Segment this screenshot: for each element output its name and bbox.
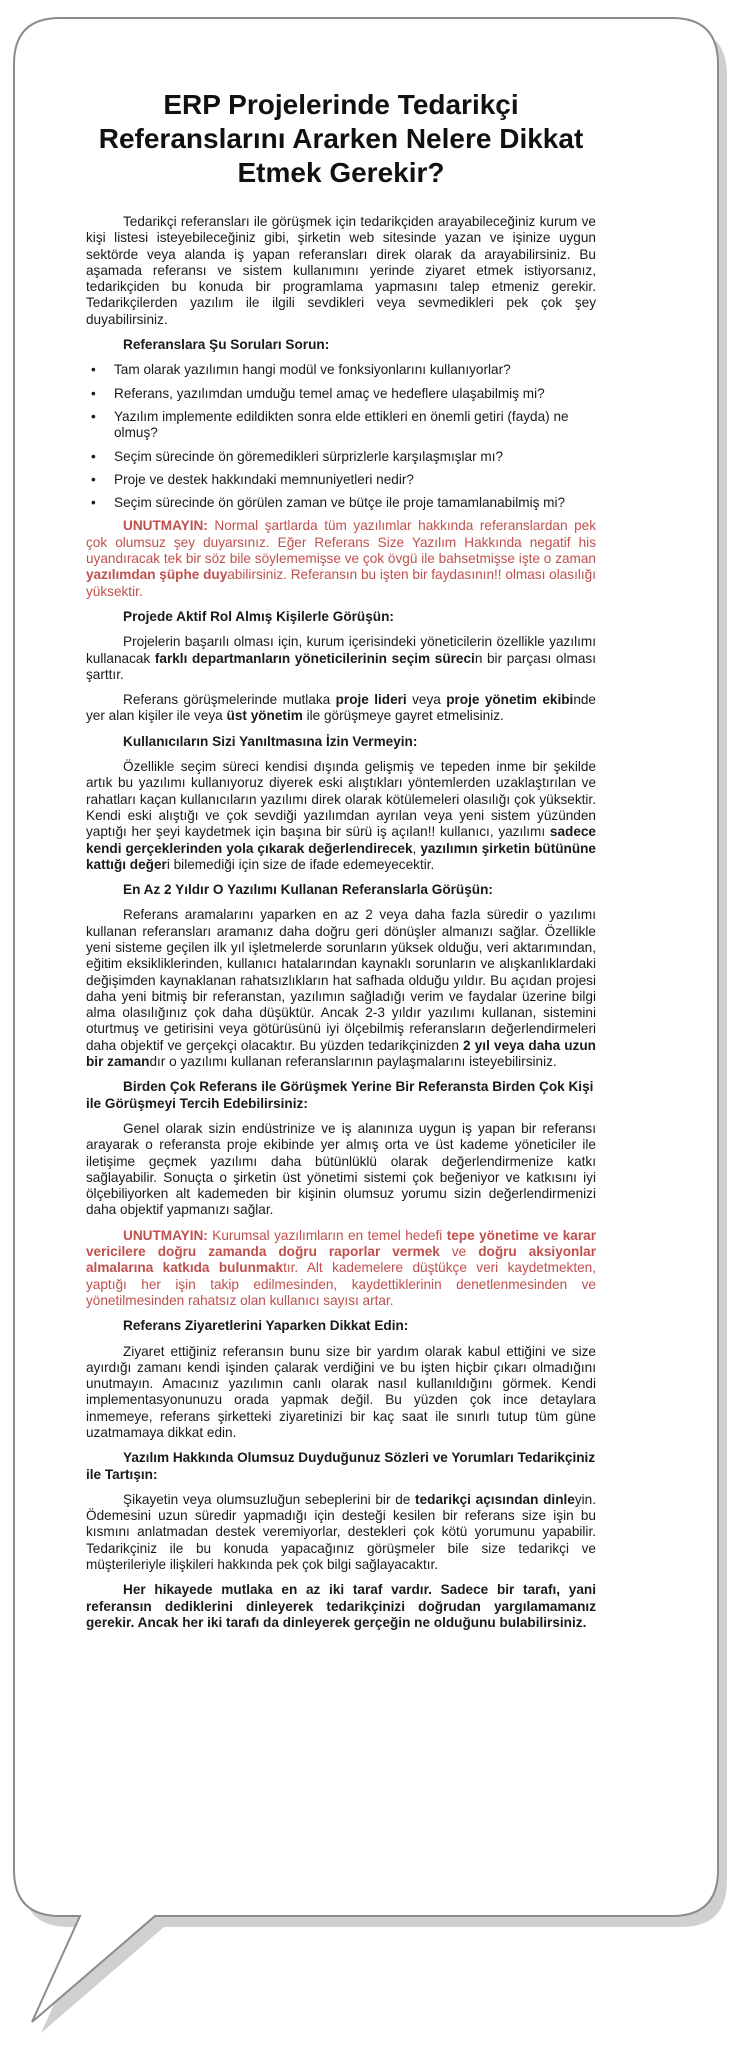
bullet-icon: • [91,448,96,464]
section-paragraph: Şikayetin veya olumsuzluğun sebeplerini bir de tedarikçi açısından dinleyin. Ödemesini uzun süredir yapmadığı için desteği kesilen bir referans size işin bu kısmını anlatmadan destek veremiyorlar, destekleri çok kötü yorumunu yapabilir. Tedarikçiniz ile bu konuda yapacağınız görüşmeler bile size tedarikçi ve müşterileriyle ilişkileri hakkında pek çok bilgi sağlayacaktır. [86,1491,596,1573]
page-title: ERP Projelerinde Tedarikçi Referanslarını Ararken Nelere Dikkat Etmek Gerekir? [98,89,584,188]
list-item: • Seçim sürecinde ön görülen zaman ve bütçe ile proje tamamlanabilmiş mi? [91,495,566,511]
article [86,88,596,1640]
section-heading: Yazılım Hakkında Olumsuz Duyduğunuz Sözleri ve Yorumları Tedarikçiniz ile Tartışın: [86,1450,596,1482]
section-paragraph: Referans görüşmelerinde mutlaka proje lideri veya proje yönetim ekibinde yer alan kişiler ile veya üst yönetim ile görüşmeye gayret etmelisiniz. [86,692,596,724]
closing-paragraph: Her hikayede mutlaka en az iki taraf vardır. Sadece bir tarafı, yani referansın dediklerini dinleyerek tedarikçinizi doğrudan yargılamamanız gerekir. Ancak her iki tarafı da dinleyerek gerçeğin ne olduğunu bulabilirsiniz. [86,1582,596,1630]
section-paragraph: Ziyaret ettiğiniz referansın bunu size bir yardım olarak kabul ettiğini ve size ayırdığı zamanı kendi işinden çalarak verdiğini ve bu işten hiçbir çıkarı olmadığını unutmayın. Amacınız yazılımın canlı olarak nasıl kullanıldığını görmek. Kendi implementasyonunuzu orada yapmak değil. Bu yüzden çok ince detaylara inmemeye, referans şirketteki ziyaretinizi bir kaç saat ile sınırlı tutup tüm güne uzatmamaya dikkat edin. [86,1343,596,1440]
warning-note-2: UNUTMAYIN: Kurumsal yazılımların en temel hedefi tepe yönetime ve karar vericilere doğru zamanda doğru raporlar vermek ve doğru aksiyonlar almalarına katkıda bulunmaktır. Alt kademelere düştükçe veri kaydetmekten, yaptığı her işin takip edilmesinden, kaydettiklerinin denetlenmesinden ve yönetilmesinden rahatsız olan kullanıcı sayısı artar. [86,1227,596,1308]
warning-note-1: UNUTMAYIN: Normal şartlarda tüm yazılımlar hakkında referanslardan pek çok olumsuz şey duyarsınız. Eğer Referans Size Yazılım Hakkında negatif his uyandıracak tek bir söz bile söylememişse ve çok övgü ile bahsetmişse işte o zaman yazılımdan şüphe duyabilirsiniz. Referansın bu işten bir faydasının!! olması olasılığı yüksektir. [86,518,596,599]
section-paragraph: Genel olarak sizin endüstrinize ve iş alanınıza uygun iş yapan bir referansı arayarak o referansta proje ekibinde yer almış orta ve üst kademe yöneticiler ile iletişime geçmek yazılımı daha bütünlüklü olarak değerlendirmenize katkı sağlayabilir. Sonuçta o şirketin üst yönetimi sistemi çok beğeniyor ve katkısını iyi ölçebiliyorken alt kademeden bir kişinin olumsuz yorumu sizin değerlendirmenizi daha objektif yapmanızı sağlar. [86,1120,596,1218]
list-item: • Tam olarak yazılımın hangi modül ve fonksiyonlarını kullanıyorlar? [91,362,511,378]
section-paragraph: Özellikle seçim süreci kendisi dışında gelişmiş ve tepeden inme bir şekilde artık bu yazılımı kullanıyoruz diyerek eski alıştıkları yöntemlerden uzaklaştırılan ve rahatları kaçan kullanıcıların yazılımı direk olarak kötülemeleri olasılığı çok yüksektir. Kendi eski alıştığı ve çok sevdiği yazılımdan ayrılan veya yeni sistem yüzünden yaptığı her şeyi kaydetmek için başına bir sürü iş açılan!! kullanıcı, yazılımı sadece kendi gerçeklerinden yola çıkarak değerlendirecek, yazılımın şirketin bütününe kattığı değeri bilemediği için size de ifade edemeyecektir. [86,759,596,872]
list-item: • Seçim sürecinde ön göremedikleri sürprizlerle karşılaşmışlar mı? [91,448,504,464]
list-item: • Referans, yazılımdan umduğu temel amaç ve hedeflere ulaşabilmiş mi? [91,385,545,401]
bullet-icon: • [91,362,96,378]
list-item: • Yazılım implemente edildikten sonra elde ettikleri en önemli getiri (fayda) ne olmuş? [91,408,569,441]
section-paragraph: Projelerin başarılı olması için, kurum içerisindeki yöneticilerin özellikle yazılımı kullanacak farklı departmanların yöneticilerinin seçim sürecin bir parçası olması şarttır. [86,634,596,682]
section-heading: Projede Aktif Rol Almış Kişilerle Görüşün: [123,608,394,624]
bullet-icon: • [91,471,96,487]
list-item: • Proje ve destek hakkındaki memnuniyetleri nedir? [91,471,414,487]
questions-heading: Referanslara Şu Soruları Sorun: [123,337,330,353]
section-heading: Birden Çok Referans ile Görüşmek Yerine Bir Referansta Birden Çok Kişi ile Görüşmeyi Tercih Edebilirsiniz: [86,1079,594,1111]
section-heading: Referans Ziyaretlerini Yaparken Dikkat Edin: [123,1318,409,1334]
section-paragraph: Referans aramalarını yaparken en az 2 veya daha fazla süredir o yazılımı kullanan referansları aramanız daha doğru geri dönüşler almanızı sağlar. Özellikle yeni sisteme geçilen ilk yıl işletmelerde sorunların yüksek olduğu, veri aktarımından, eğitim eksikliklerinden, kullanıcı hatalarından kaynaklı sorunların ve alışkanlıklardaki değişimden kaynaklanan rahatsızlıkların hat safhada olduğu yıldır. Bu açıdan projesi daha yeni bitmiş bir referanstan, yazılımın sağladığı verim ve faydalar üzerine bilgi alma olasılığınız çok daha düşüktür. Ancak 2-3 yıldır yazılımı kullanan, sistemini oturtmuş ve getirisini veya götürüsünü iyi ölçebilmiş referansların değerlendirmeleri daha objektif ve gerçekçi olacaktır. Bu yüzden tedarikçinizden 2 yıl veya daha uzun bir zamandır o yazılımı kullanan referanslarının paylaşmalarını isteyebilirsiniz. [86,907,596,1070]
questions-list [86,362,596,511]
bullet-icon: • [91,385,96,401]
intro-paragraph: Tedarikçi referansları ile görüşmek için tedarikçiden arayabileceğiniz kurum ve kişi listesi isteyebileceğiniz gibi, şirketin web sitesinde yazan ve işinize uygun sektörde veya alanda iş yapan referansları direk olarak da arayabilirsiniz. Bu aşamada referansı ve sistem kullanımını yerinde ziyaret etmek istiyorsanız, tedarikçiden bu konuda bir programlama yapmasını talep etmeniz gerekir. Tedarikçilerden yazılım ile ilgili sevdikleri veya sevmedikleri pek çok şey duyabilirsiniz. [86,214,596,327]
section-heading: Kullanıcıların Sizi Yanıltmasına İzin Vermeyin: [123,733,418,749]
section-heading: En Az 2 Yıldır O Yazılımı Kullanan Referanslarla Görüşün: [123,882,493,898]
bullet-icon: • [91,495,96,511]
bullet-icon: • [91,408,96,424]
